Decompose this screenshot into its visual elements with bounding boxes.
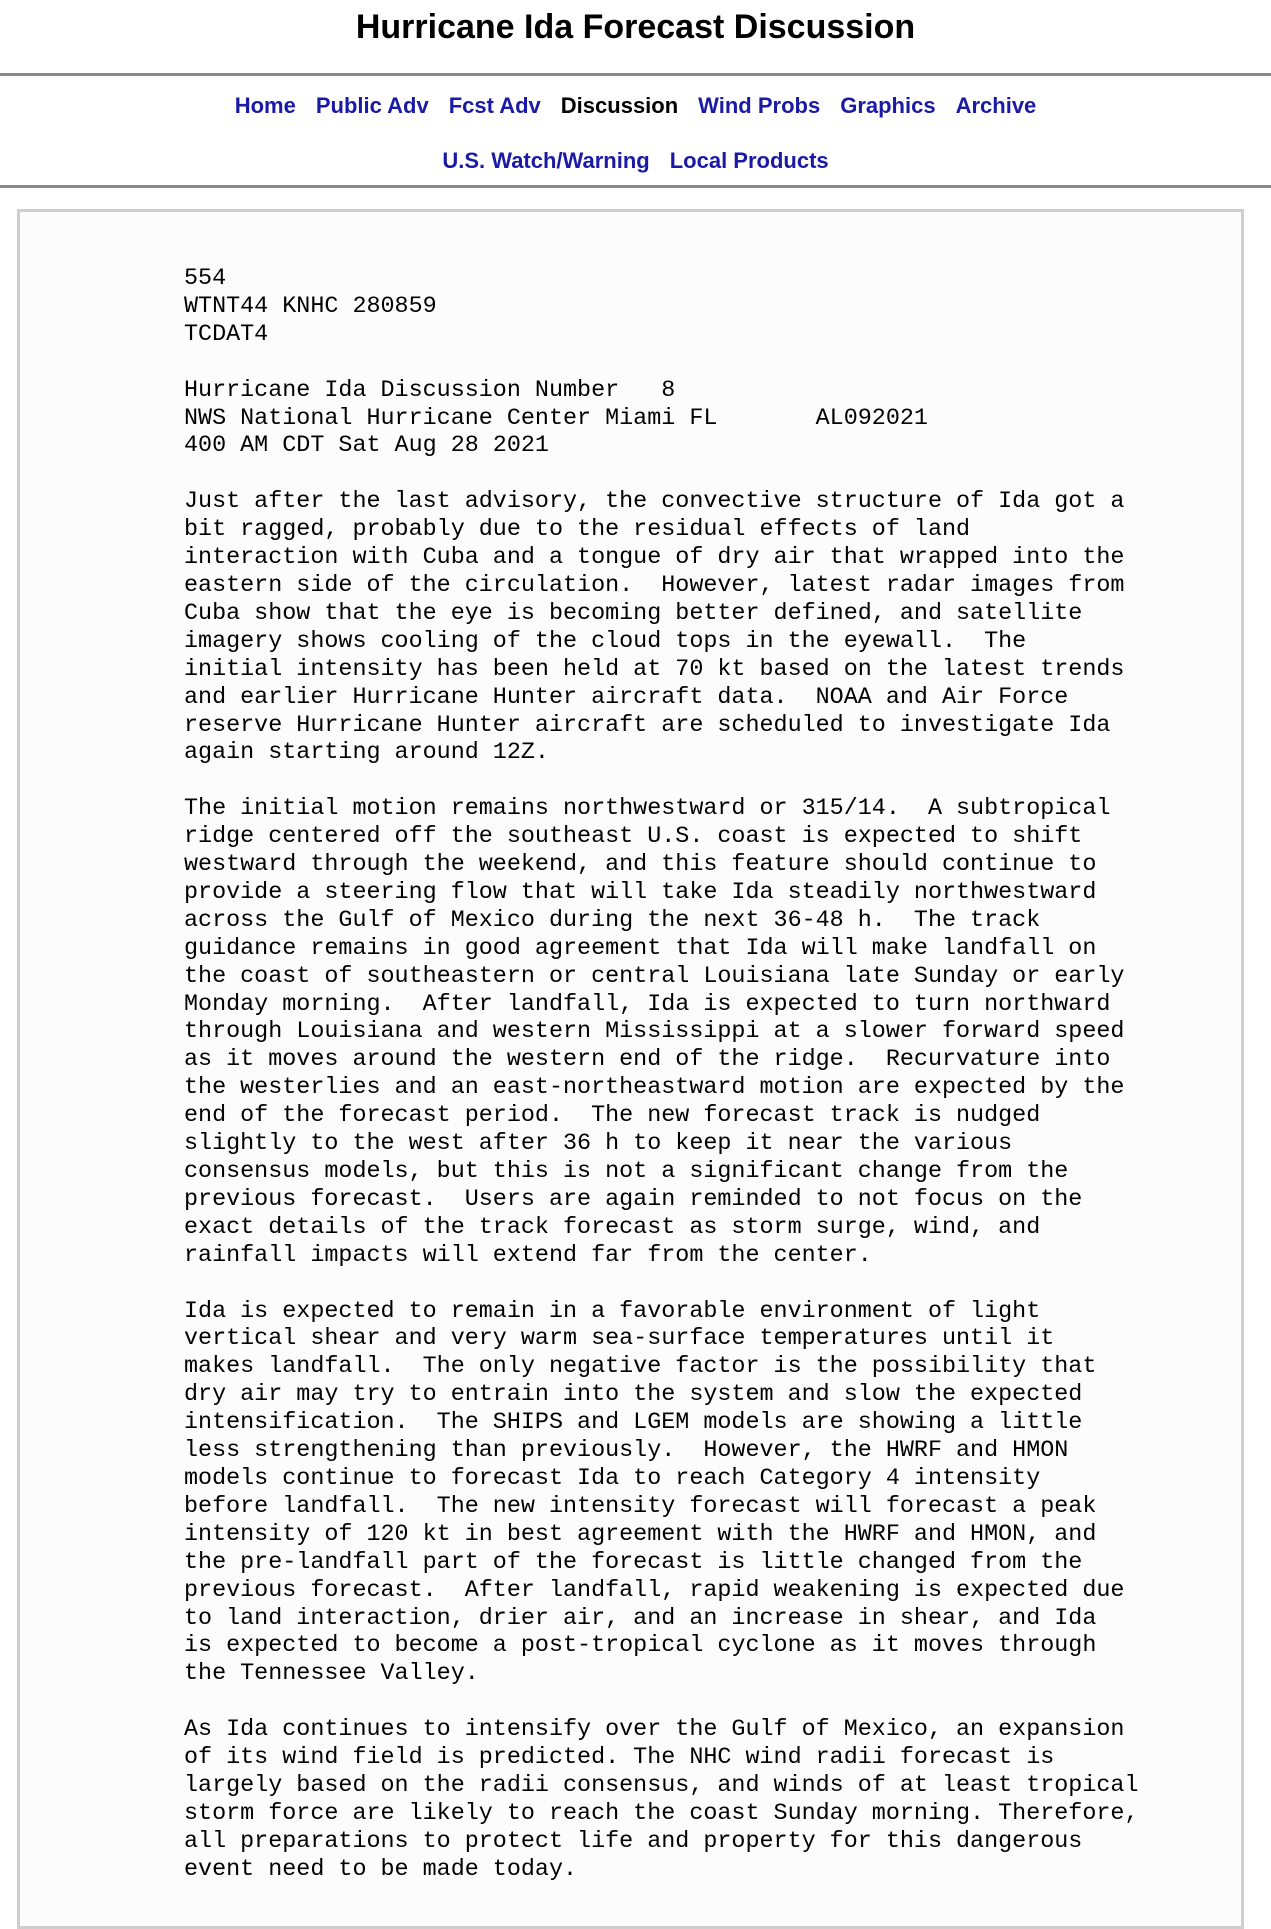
page-header <box>0 0 1271 76</box>
nav-link-archive[interactable]: Archive <box>955 92 1037 118</box>
discussion-paragraph-4: As Ida continues to intensify over the Gulf of Mexico, an expansion of its wind field is predicted. The NHC wind radii forecast is largely based on the radii consensus, and winds of at least tropical storm force are likely to reach the coast Sunday morning. Therefore, all preparations to protect life and property for this dangerous event need to be made today. <box>184 1717 1139 1883</box>
discussion-text <box>184 266 1139 1885</box>
nav-link-wind-probs[interactable]: Wind Probs <box>698 92 821 118</box>
nav-link-public-adv[interactable]: Public Adv <box>315 92 429 118</box>
discussion-paragraph-2: The initial motion remains northwestward or 315/14. A subtropical ridge centered off the southeast U.S. coast is expected to shift westward through the weekend, and this feature should continue to provide a steering flow that will take Ida steadily northwestward across the Gulf of Mexico during the next 36-48 h. The track guidance remains in good agreement that Ida will make landfall on the coast of southeastern or central Louisiana late Sunday or early Monday morning. After landfall, Ida is expected to turn northward through Louisiana and western Mississippi at a slower forward speed as it moves around the western end of the ridge. Recurvature into the westerlies and an east-northeastward motion are expected by the end of the forecast period. The new forecast track is nudged slightly to the west after 36 h to keep it near the various consensus models, but this is not a significant change from the previous forecast. Users are again reminded to not focus on the exact details of the track forecast as storm surge, wind, and rainfall impacts will extend far from the center. <box>184 796 1125 1269</box>
product-nav <box>0 76 1271 188</box>
nav-link-graphics[interactable]: Graphics <box>840 92 936 118</box>
discussion-paragraph-1: Just after the last advisory, the convective structure of Ida got a bit ragged, probably due to the residual effects of land interaction with Cuba and a tongue of dry air that wrapped into the eastern side of the circulation. However, latest radar images from Cuba show that the eye is becoming better defined, and satellite imagery shows cooling of the cloud tops in the eyewall. The initial intensity has been held at 70 kt based on the latest trends and earlier Hurricane Hunter aircraft data. NOAA and Air Force reserve Hurricane Hunter aircraft are scheduled to investigate Ida again starting around 12Z. <box>184 489 1125 767</box>
nav-link-home[interactable]: Home <box>234 92 296 118</box>
nav-link-discussion-current: Discussion <box>560 92 679 118</box>
nav-link-fcst-adv[interactable]: Fcst Adv <box>448 92 541 118</box>
nav-link-us-watch-warning[interactable]: U.S. Watch/Warning <box>442 147 650 173</box>
nav-link-local-products[interactable]: Local Products <box>669 147 829 173</box>
nav-row-primary <box>0 76 1271 133</box>
discussion-content-box <box>17 209 1244 1929</box>
discussion-paragraph-3: Ida is expected to remain in a favorable environment of light vertical shear and very warm sea-surface temperatures until it makes landfall. The only negative factor is the possibility that dry air may try to entrain into the system and slow the expected intensification. The SHIPS and LGEM models are showing a little less strengthening than previously. However, the HWRF and HMON models continue to forecast Ida to reach Category 4 intensity before landfall. The new intensity forecast will forecast a peak intensity of 120 kt in best agreement with the HWRF and HMON, and the pre-landfall part of the forecast is little changed from the previous forecast. After landfall, rapid weakening is expected due to land interaction, drier air, and an increase in shear, and Ida is expected to become a post-tropical cyclone as it moves through the Tennessee Valley. <box>184 1298 1125 1688</box>
page-title: Hurricane Ida Forecast Discussion <box>355 8 916 46</box>
discussion-header: 554 WTNT44 KNHC 280859 TCDAT4 Hurricane Ida Discussion Number 8 NWS National Hurricane Center Miami FL AL092021 400 AM CDT Sat Aug 28 2021 <box>184 266 928 460</box>
nav-row-secondary <box>0 133 1271 188</box>
